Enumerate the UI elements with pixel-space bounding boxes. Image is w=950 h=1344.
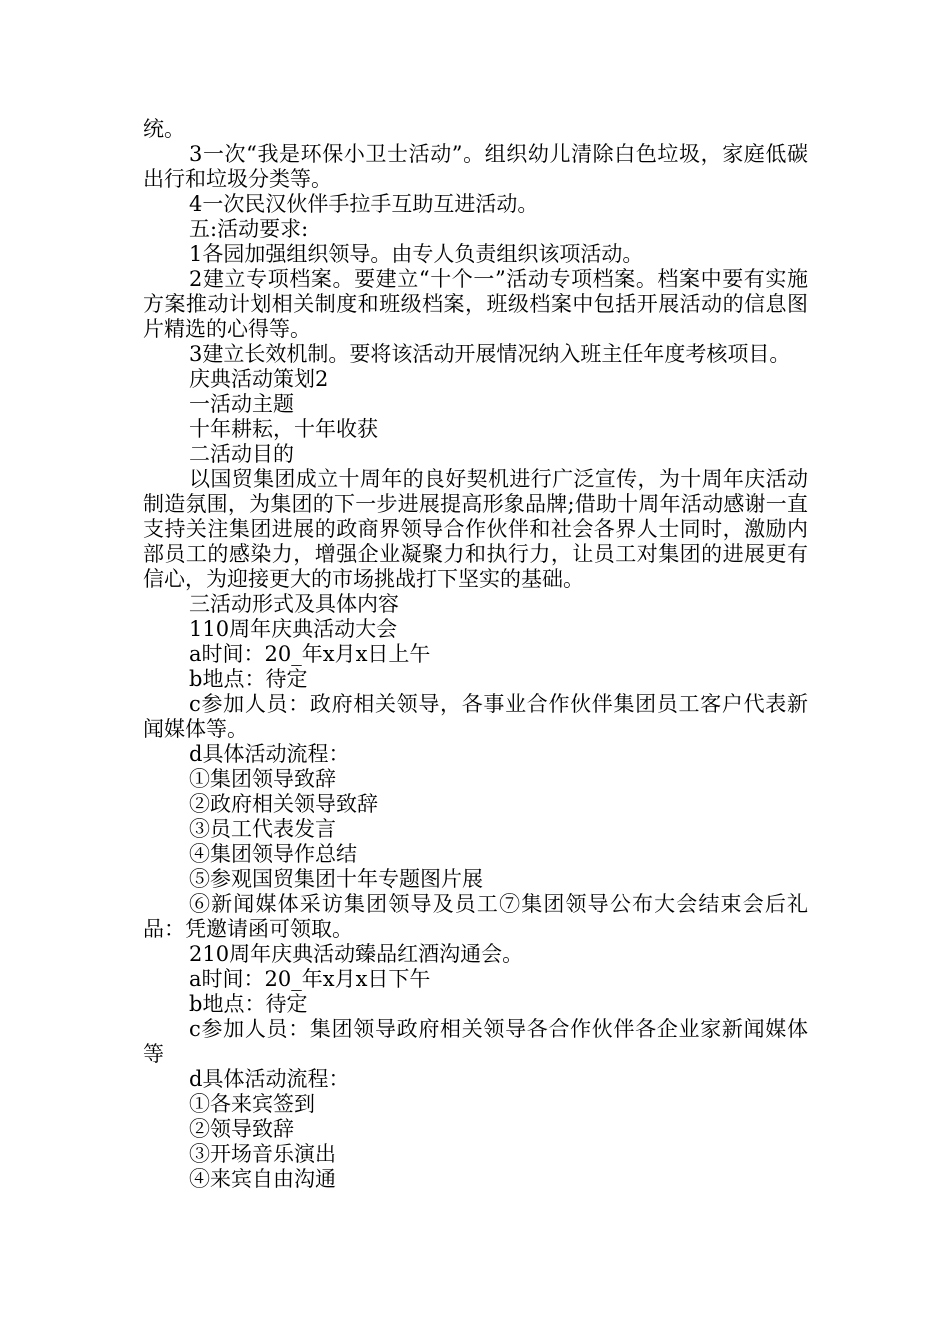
paragraph: ②领导致辞 [189, 1117, 294, 1141]
paragraph: 1各园加强组织领导。由专人负责组织该项活动。 [189, 242, 644, 266]
paragraph: 210周年庆典活动臻品红酒沟通会。 [189, 942, 524, 966]
paragraph: 一活动主题 [189, 392, 294, 416]
paragraph: d具体活动流程： [189, 1067, 350, 1091]
paragraph: 三活动形式及具体内容 [189, 592, 399, 616]
paragraph: d具体活动流程： [189, 742, 350, 766]
paragraph: 3一次“我是环保小卫士活动”。组织幼儿清除白色垃圾，家庭低碳出行和垃圾分类等。 [143, 142, 808, 191]
paragraph: 五:活动要求: [189, 217, 309, 241]
paragraph: 二活动目的 [189, 442, 294, 466]
paragraph: a时间：20_年x月x日上午 [189, 642, 431, 666]
paragraph: 3建立长效机制。要将该活动开展情况纳入班主任年度考核项目。 [189, 342, 791, 366]
paragraph: c参加人员：集团领导政府相关领导各合作伙伴各企业家新闻媒体等 [143, 1017, 808, 1066]
paragraph: 4一次民汉伙伴手拉手互助互进活动。 [189, 192, 539, 216]
paragraph: b地点：待定 [189, 992, 308, 1016]
paragraph: 统。 [143, 117, 185, 141]
paragraph: ③员工代表发言 [189, 817, 336, 841]
paragraph: ④来宾自由沟通 [189, 1167, 336, 1191]
paragraph: ⑤参观国贸集团十年专题图片展 [189, 867, 483, 891]
paragraph: b地点：待定 [189, 667, 308, 691]
paragraph: 庆典活动策划2 [189, 367, 329, 391]
paragraph: 2建立专项档案。要建立“十个一”活动专项档案。档案中要有实施方案推动计划相关制度和班级档案，班级档案中包括开展活动的信息图片精选的心得等。 [143, 267, 808, 341]
document-body [143, 117, 808, 1192]
paragraph: ④集团领导作总结 [189, 842, 357, 866]
paragraph: ③开场音乐演出 [189, 1142, 336, 1166]
paragraph: 十年耕耘，十年收获 [189, 417, 378, 441]
paragraph: 110周年庆典活动大会 [189, 617, 398, 641]
paragraph: ②政府相关领导致辞 [189, 792, 378, 816]
paragraph: ①集团领导致辞 [189, 767, 336, 791]
paragraph: 以国贸集团成立十周年的良好契机进行广泛宣传，为十周年庆活动制造氛围，为集团的下一步进展提高形象品牌;借助十周年活动感谢一直支持关注集团进展的政商界领导合作伙伴和社会各界人士同时，激励内部员工的感染力，增强企业凝聚力和执行力，让员工对集团的进展更有信心，为迎接更大的市场挑战打下坚实的基础。 [143, 467, 808, 591]
paragraph: ①各来宾签到 [189, 1092, 315, 1116]
paragraph: ⑥新闻媒体采访集团领导及员工⑦集团领导公布大会结束会后礼品：凭邀请函可领取。 [143, 892, 808, 941]
paragraph: a时间：20_年x月x日下午 [189, 967, 431, 991]
paragraph: c参加人员：政府相关领导，各事业合作伙伴集团员工客户代表新闻媒体等。 [143, 692, 808, 741]
